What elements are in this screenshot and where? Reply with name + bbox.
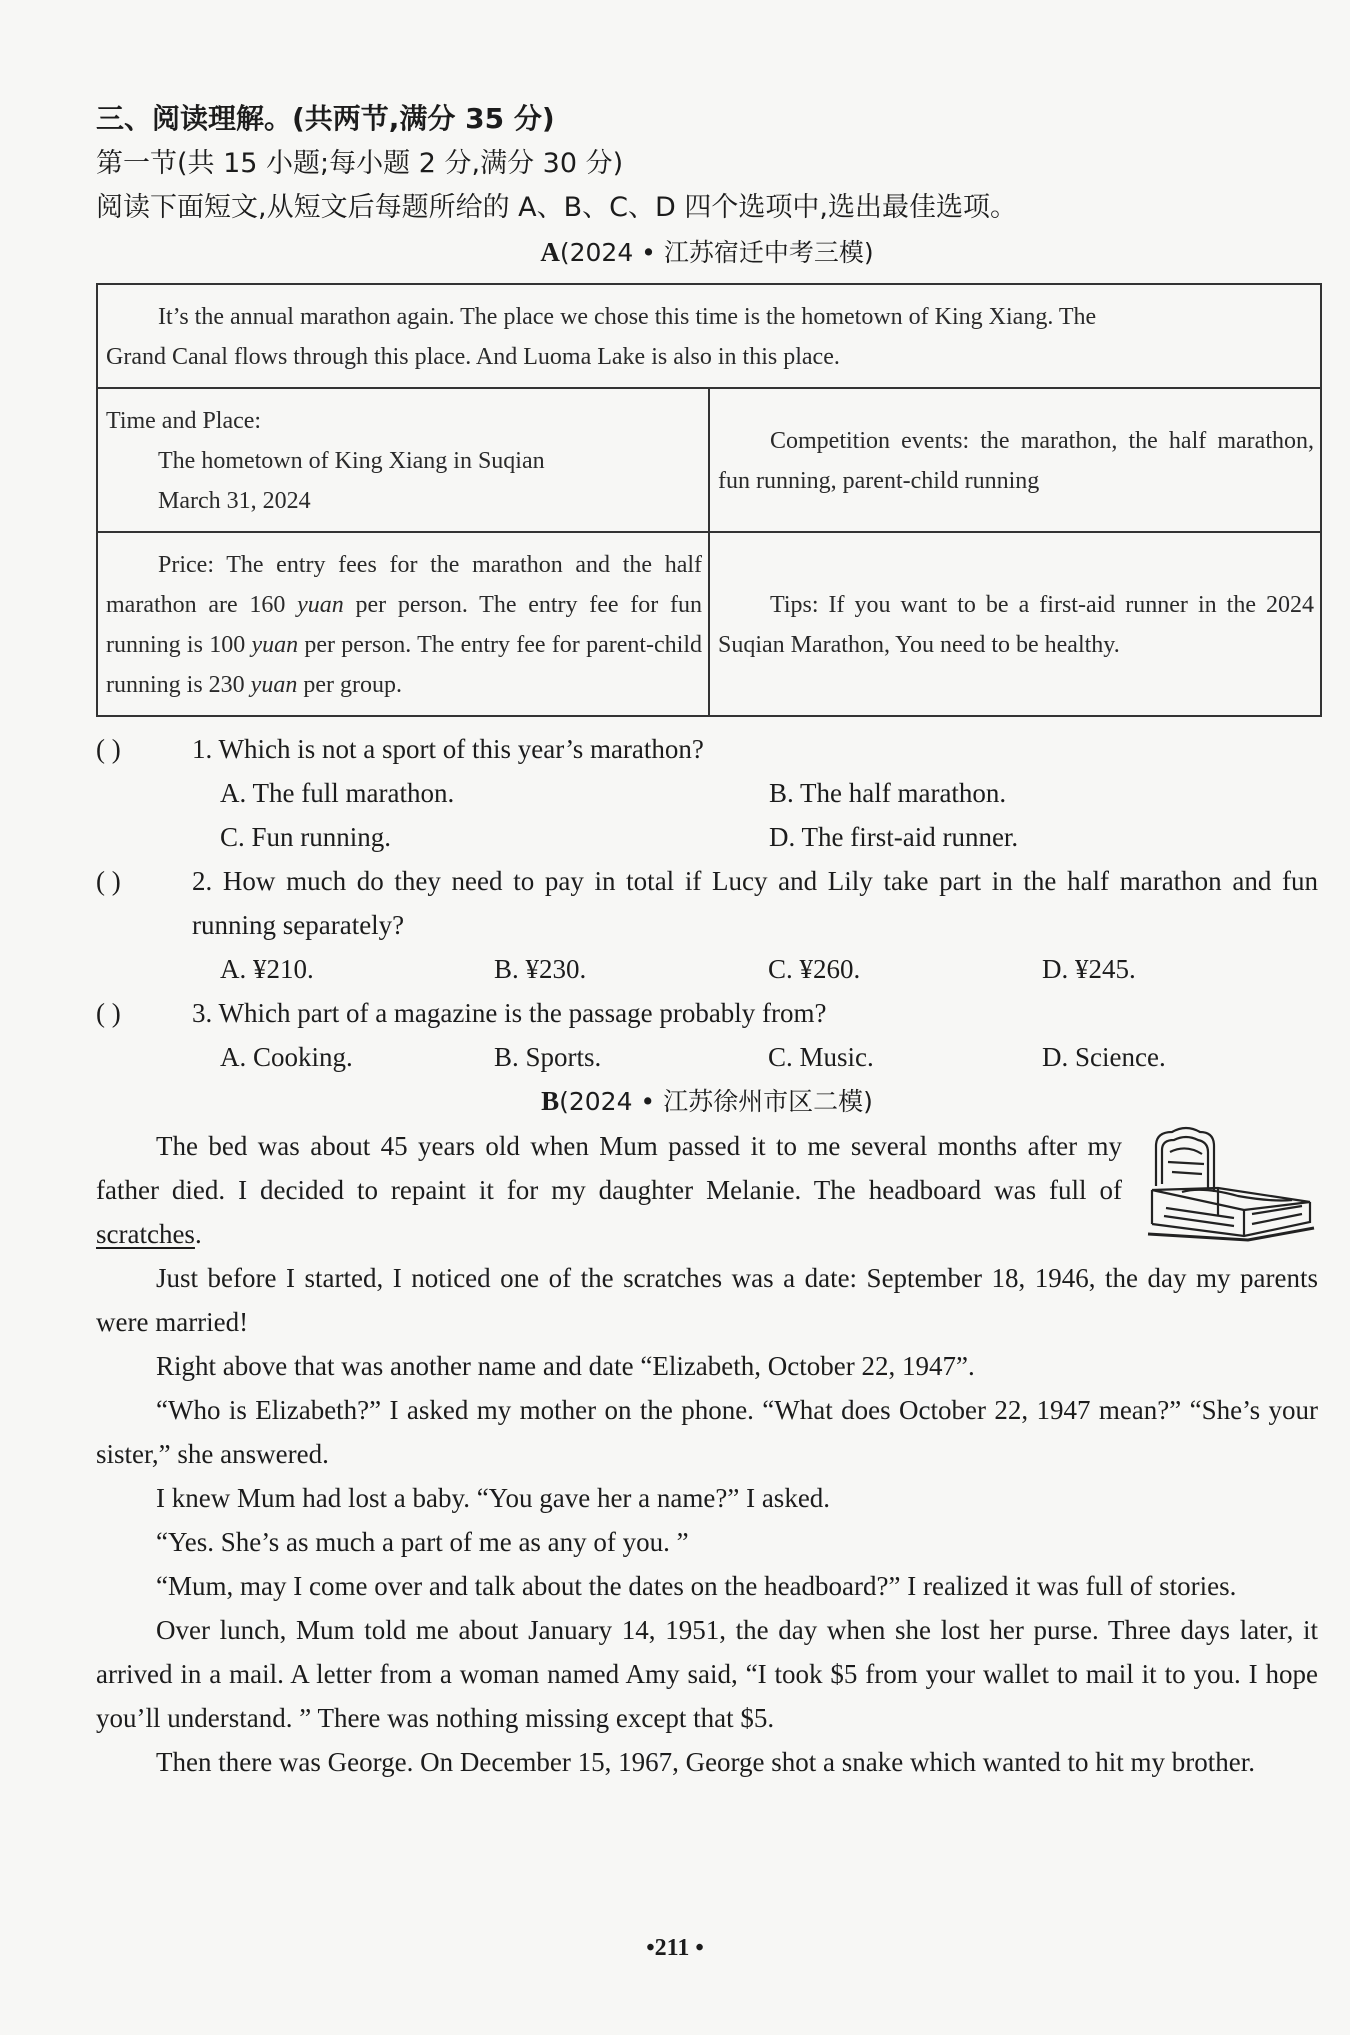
intro-cell [97, 284, 1321, 388]
question-2-options [96, 947, 1318, 991]
marathon-info-table [96, 283, 1322, 717]
time-place-location: The hometown of King Xiang in Suqian [158, 448, 545, 474]
time-place-cell [97, 388, 709, 532]
paragraph-5: I knew Mum had lost a baby. “You gave her a name?” I asked. [156, 1483, 831, 1513]
option-a[interactable]: A. Cooking. [220, 1042, 353, 1072]
intro-line-1: It’s the annual marathon again. The place we chose this time is the hometown of King Xiang. The [158, 304, 1097, 330]
option-b[interactable]: B. Sports. [494, 1042, 602, 1072]
price-text: Price: The entry fees for the marathon and the half marathon are 160 yuan per person. The entry fee for fun running is 100 yuan per person. The entry fee for parent-child running is 230 yuan per group. [106, 552, 703, 698]
tips-text: Tips: If you want to be a first-aid runner in the 2024 Suqian Marathon, You need to be healthy. [718, 592, 1314, 658]
passage-b-label: B [541, 1086, 560, 1116]
answer-blank[interactable]: ( ) [96, 734, 121, 764]
option-d[interactable]: D. Science. [1042, 1042, 1166, 1072]
option-c[interactable]: C. ¥260. [768, 954, 861, 984]
part-heading: 第一节(共 15 小题;每小题 2 分,满分 30 分) [96, 148, 624, 179]
question-2 [96, 859, 1318, 947]
paragraph-4: “Who is Elizabeth?” I asked my mother on the phone. “What does October 22, 1947 mean?” “She’s your sister,” she answered. [96, 1395, 1318, 1469]
answer-blank[interactable]: ( ) [96, 866, 121, 896]
option-a[interactable]: A. The full marathon. [220, 778, 455, 808]
option-b[interactable]: B. The half marathon. [769, 778, 1007, 808]
question-stem: 2. How much do they need to pay in total if Lucy and Lily take part in the half marathon and fun running separately? [192, 866, 1318, 940]
time-place-date: March 31, 2024 [158, 488, 311, 514]
question-1-options-row-2 [96, 815, 1318, 859]
tips-cell [709, 532, 1321, 716]
passage-a-label: A [540, 237, 560, 267]
paragraph-1: The bed was about 45 years old when Mum passed it to me several months after my father died. I decided to repaint it for my daughter Melanie. The headboard was full of scratches. [96, 1131, 1122, 1249]
passage-b-heading [96, 1079, 1318, 1124]
underlined-word-scratches: scratches [96, 1219, 195, 1249]
time-place-label: Time and Place: [106, 408, 262, 434]
bed-illustration [1142, 1126, 1318, 1242]
events-cell [709, 388, 1321, 532]
option-a[interactable]: A. ¥210. [220, 954, 314, 984]
first-paragraph-wrap [96, 1124, 1318, 1256]
page [96, 96, 1318, 1784]
option-d[interactable]: D. The first-aid runner. [769, 822, 1019, 852]
paragraph-8: Over lunch, Mum told me about January 14, 1951, the day when she lost her purse. Three days later, it arrived in a mail. A letter from a woman named Amy said, “I took $5 from your wallet to mail it to you. I hope you’ll understand. ” There was nothing missing except that $5. [96, 1615, 1318, 1733]
question-3-options [96, 1035, 1318, 1079]
question-stem: 1. Which is not a sport of this year’s marathon? [192, 734, 704, 764]
question-1 [96, 727, 1318, 771]
option-c[interactable]: C. Music. [768, 1042, 874, 1072]
option-b[interactable]: B. ¥230. [494, 954, 587, 984]
intro-line-2: Grand Canal flows through this place. And Luoma Lake is also in this place. [106, 344, 840, 370]
question-1-options-row-1 [96, 771, 1318, 815]
competition-events: Competition events: the marathon, the half marathon, fun running, parent-child running [718, 428, 1314, 494]
passage-a-heading [96, 230, 1318, 275]
paragraph-7: “Mum, may I come over and talk about the dates on the headboard?” I realized it was full of stories. [156, 1571, 1237, 1601]
price-cell [97, 532, 709, 716]
passage-a-source: (2024 • 江苏宿迁中考三模) [559, 238, 874, 267]
paragraph-3: Right above that was another name and date “Elizabeth, October 22, 1947”. [156, 1351, 975, 1381]
paragraph-2: Just before I started, I noticed one of the scratches was a date: September 18, 1946, the day my parents were married! [96, 1263, 1318, 1337]
question-stem: 3. Which part of a magazine is the passage probably from? [192, 998, 827, 1028]
question-3 [96, 991, 1318, 1035]
paragraph-6: “Yes. She’s as much a part of me as any of you. ” [156, 1527, 689, 1557]
option-c[interactable]: C. Fun running. [220, 822, 392, 852]
instruction: 阅读下面短文,从短文后每题所给的 A、B、C、D 四个选项中,选出最佳选项。 [96, 192, 1017, 223]
option-d[interactable]: D. ¥245. [1042, 954, 1136, 984]
section-title: 三、阅读理解。(共两节,满分 35 分) [96, 102, 555, 135]
paragraph-9: Then there was George. On December 15, 1967, George shot a snake which wanted to hit my brother. [156, 1747, 1255, 1777]
page-number: •211 • [646, 1935, 704, 1961]
passage-b-source: (2024 • 江苏徐州市区二模) [559, 1087, 873, 1116]
passage-b-body [96, 1124, 1318, 1784]
answer-blank[interactable]: ( ) [96, 998, 121, 1028]
